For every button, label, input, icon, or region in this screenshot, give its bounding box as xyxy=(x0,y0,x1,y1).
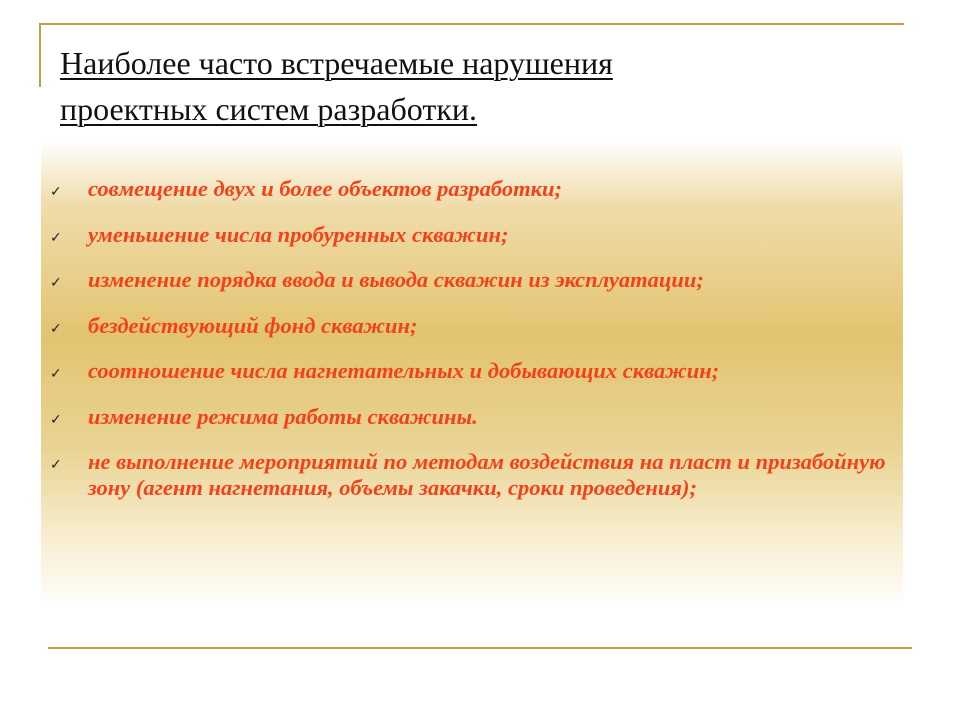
list-item xyxy=(50,222,900,248)
list-item-text: изменение порядка ввода и вывода скважин из эксплуатации; xyxy=(88,267,704,292)
list-item xyxy=(50,404,900,430)
list-item xyxy=(50,176,900,202)
list-item-text: уменьшение числа пробуренных скважин; xyxy=(88,221,509,247)
list-item-text: совмещение двух и более объектов разработки; xyxy=(88,176,563,201)
checkmark-icon: ✓ xyxy=(50,229,62,246)
list-item xyxy=(50,313,900,339)
bottom-divider xyxy=(48,647,912,649)
checkmark-icon: ✓ xyxy=(50,184,62,200)
slide-title xyxy=(60,40,880,132)
violations-list xyxy=(50,176,900,521)
list-item xyxy=(50,449,900,501)
slide-title-line-2: проектных систем разработки. xyxy=(60,91,477,127)
top-divider xyxy=(40,23,904,25)
checkmark-icon: ✓ xyxy=(50,275,62,291)
list-item xyxy=(50,358,900,384)
slide-title-line-1: Наиболее часто встречаемые нарушения xyxy=(60,45,613,81)
checkmark-icon: ✓ xyxy=(50,320,62,337)
list-item-text: не выполнение мероприятий по методам воздействия на пласт и призабойную зону (агент нагнетания, объемы закачки, сроки проведения); xyxy=(88,449,886,500)
left-divider xyxy=(39,23,41,87)
list-item xyxy=(50,267,900,293)
checkmark-icon: ✓ xyxy=(50,411,62,428)
list-item-text: бездействующий фонд скважин; xyxy=(88,312,418,338)
list-item-text: изменение режима работы скважины. xyxy=(88,403,478,429)
list-item-text: соотношение числа нагнетательных и добывающих скважин; xyxy=(88,358,720,383)
checkmark-icon: ✓ xyxy=(50,366,62,382)
checkmark-icon: ✓ xyxy=(50,457,62,473)
